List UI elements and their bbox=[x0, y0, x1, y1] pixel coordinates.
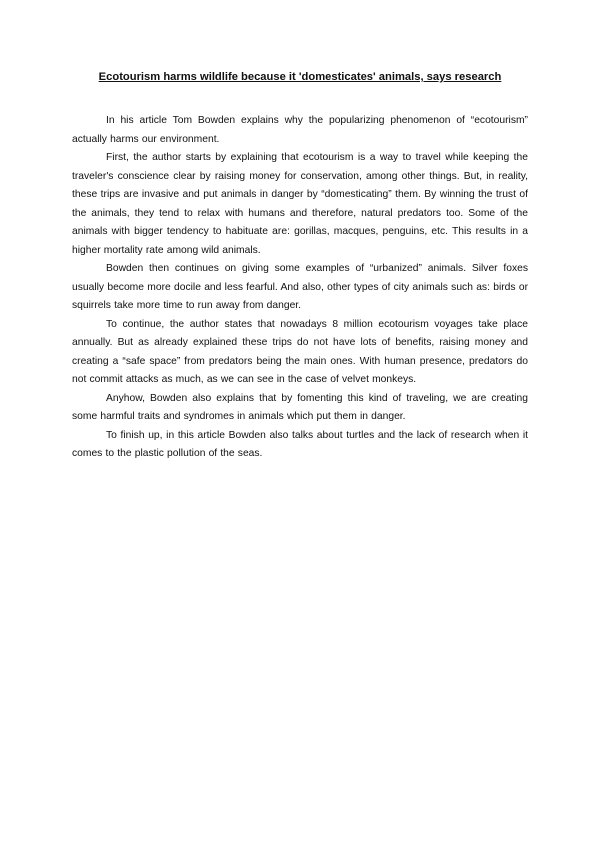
paragraph-voyages: To continue, the author states that nowadays 8 million ecotourism voyages take place annually. But as already explained these trips do not have lots of benefits, raising money and creating a “safe space” from predators being the main ones. With human presence, predators do not commit attacks as much, as we can see in the case of velvet monkeys. bbox=[72, 318, 528, 385]
paragraph-conclusion: To finish up, in this article Bowden also talks about turtles and the lack of research when it comes to the plastic pollution of the seas. bbox=[72, 429, 528, 459]
paragraph-ecotourism-definition: First, the author starts by explaining that ecotourism is a way to travel while keeping the traveler's conscience clear by raising money for conservation, among other things. But, in reality, these trips are invasive and put animals in danger by “domesticating” them. By winning the trust of the animals, they tend to relax with humans and therefore, natural predators too. Some of the animals with bigger tendency to habituate are: gorillas, macques, penguins, etc. This results in a higher mortality rate among wild animals. bbox=[72, 152, 528, 256]
paragraph-urbanized-animals: Bowden then continues on giving some examples of “urbanized” animals. Silver foxes usually become more docile and less fearful. And also, other types of city animals such as: birds or squirrels take more time to run away from danger. bbox=[72, 263, 528, 311]
document-body bbox=[72, 112, 528, 464]
paragraph-harmful-traits: Anyhow, Bowden also explains that by fomenting this kind of traveling, we are creating some harmful traits and syndromes in animals which put them in danger. bbox=[72, 392, 528, 422]
document-title: Ecotourism harms wildlife because it 'domesticates' animals, says research bbox=[98, 71, 502, 83]
paragraph-intro: In his article Tom Bowden explains why the popularizing phenomenon of “ecotourism” actually harms our environment. bbox=[72, 115, 528, 145]
